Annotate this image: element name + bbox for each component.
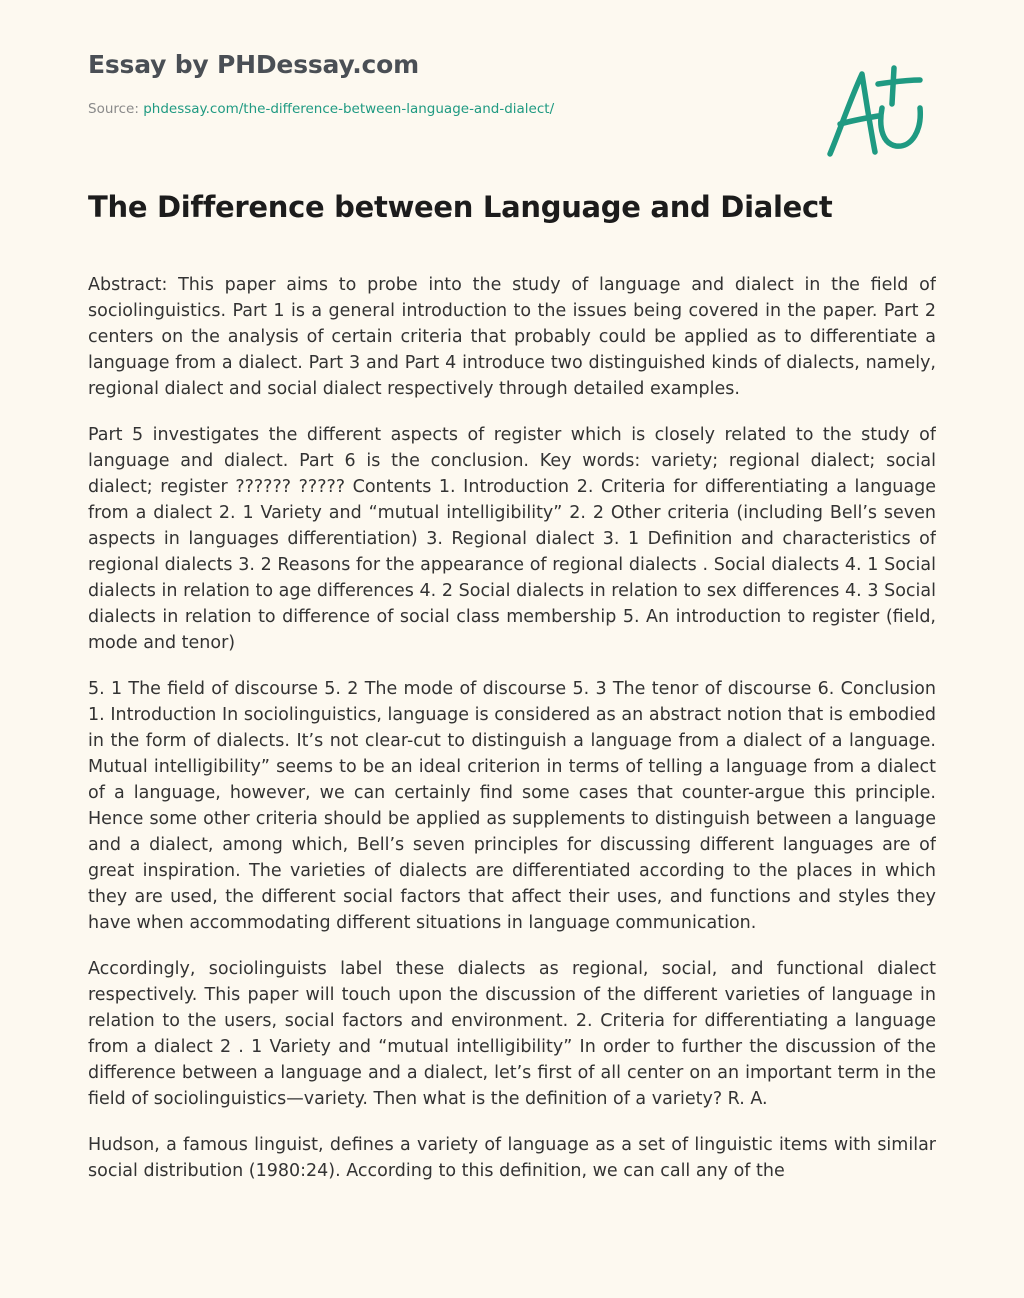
document-title: The Difference between Language and Dialect	[88, 190, 833, 224]
paragraph: Hudson, a famous linguist, defines a variety of language as a set of linguistic items with similar social distribution (1980:24). According to this definition, we can call any of the	[88, 1135, 936, 1181]
a-plus-logo-icon	[820, 60, 930, 164]
paragraph: Part 5 investigates the different aspects of register which is closely related to the study of language and dialect. Part 6 is the conclusion. Key words: variety; regional dialect; social dialect; register ?????? ????? Contents 1. Introduction 2. Criteria for differentiating a language from a dialect 2. 1 Variety and “mutual intelligibility” 2. 2 Other criteria (including Bell’s seven aspects in languages differentiation) 3. Regional dialect 3. 1 Definition and characteristics of regional dialects 3. 2 Reasons for the appearance of regional dialects . Social dialects 4. 1 Social dialects in relation to age differences 4. 2 Social dialects in relation to sex differences 4. 3 Social dialects in relation to difference of social class membership 5. An introduction to register (field, mode and tenor)	[88, 425, 936, 653]
source-label: Source:	[88, 101, 144, 117]
paragraph: Abstract: This paper aims to probe into the study of language and dialect in the field of sociolinguistics. Part 1 is a general introduction to the issues being covered in the paper. Part 2 centers on the analysis of certain criteria that probably could be applied as to differentiate a language from a dialect. Part 3 and Part 4 introduce two distinguished kinds of dialects, namely, regional dialect and social dialect respectively through detailed examples.	[88, 275, 936, 399]
paragraph: Accordingly, sociolinguists label these dialects as regional, social, and functional dialect respectively. This paper will touch upon the discussion of the different varieties of language in relation to the users, social factors and environment. 2. Criteria for differentiating a language from a dialect 2 . 1 Variety and “mutual intelligibility” In order to further the discussion of the difference between a language and a dialect, let’s first of all center on an important term in the field of sociolinguistics—variety. Then what is the definition of a variety? R. A.	[88, 959, 936, 1109]
paragraph: 5. 1 The field of discourse 5. 2 The mode of discourse 5. 3 The tenor of discourse 6. Conclusion 1. Introduction In sociolinguistics, language is considered as an abstract notion that is embodied in the form of dialects. It’s not clear-cut to distinguish a language from a dialect of a language. Mutual intelligibility” seems to be an ideal criterion in terms of telling a language from a dialect of a language, however, we can certainly find some cases that counter-argue this principle. Hence some other criteria should be applied as supplements to distinguish between a language and a dialect, among which, Bell’s seven principles for discussing different languages are of great inspiration. The varieties of dialects are differentiated according to the places in which they are used, the different social factors that affect their uses, and functions and styles they have when accommodating different situations in language communication.	[88, 679, 936, 933]
source-line	[88, 101, 554, 117]
document-body	[88, 272, 936, 1248]
a-plus-logo	[820, 60, 930, 164]
source-link[interactable]: phdessay.com/the-difference-between-language-and-dialect/	[143, 101, 555, 117]
brand-title: Essay by PHDessay.com	[88, 50, 419, 79]
